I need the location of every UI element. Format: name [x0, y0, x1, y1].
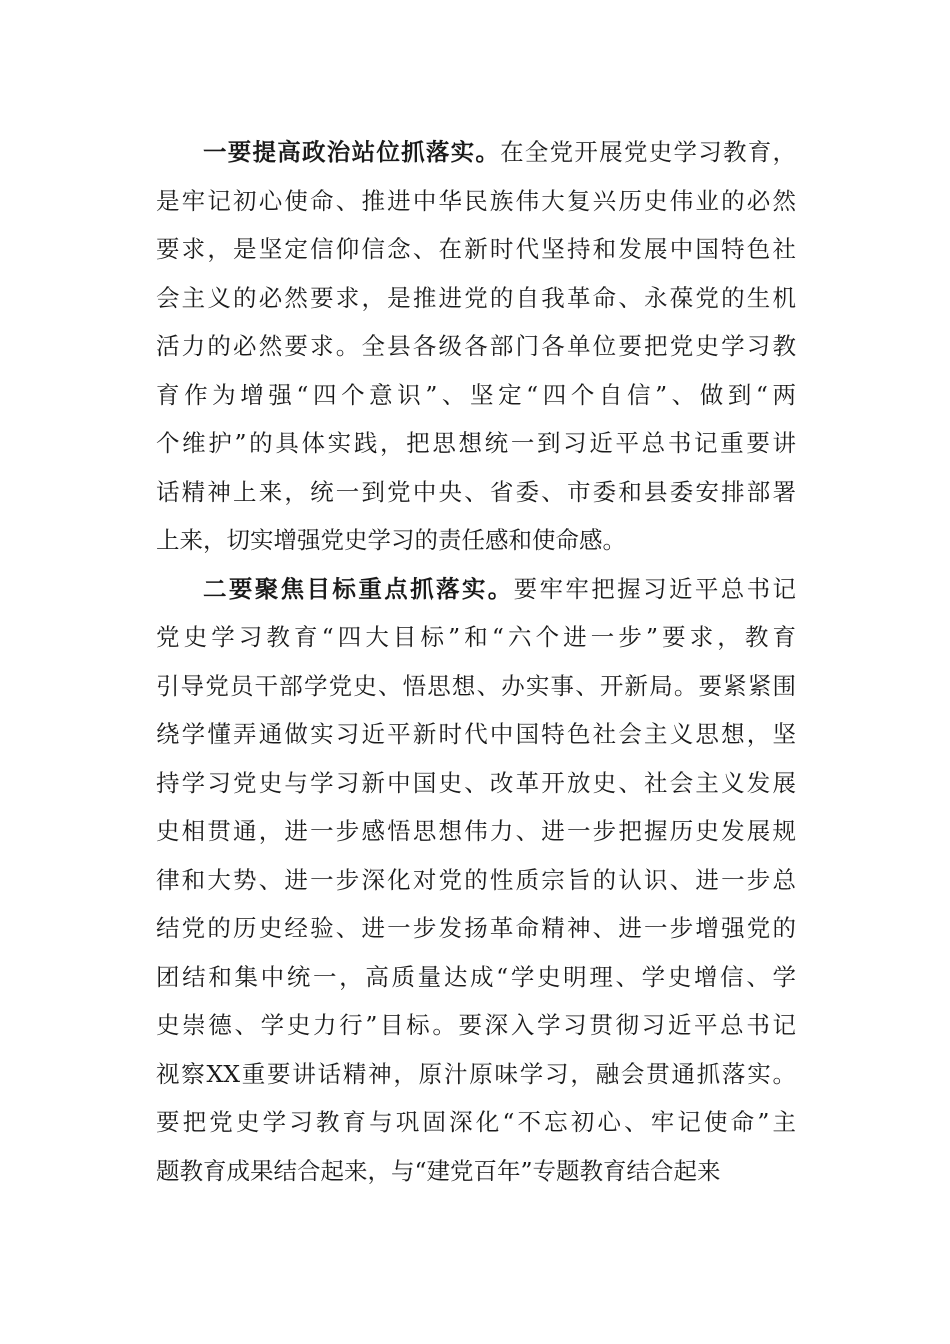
paragraph-text: 在全党开展党史学习教育， [500, 138, 797, 166]
paragraph-line: 话精神上来，统一到党中央、省委、市委和县委安排部署 [156, 477, 796, 506]
paragraph-line: 上来，切实增强党史学习的责任感和使命感。 [156, 526, 626, 554]
paragraph-line: 史相贯通，进一步感悟思想伟力、进一步把握历史发展规 [156, 817, 796, 845]
paragraph-line: 要求，是坚定信仰信念、在新时代坚持和发展中国特色社 [156, 235, 796, 263]
paragraph-line: 视察XX重要讲话精神，原汁原味学习，融会贯通抓落实。 [156, 1059, 796, 1088]
paragraph-line: 活力的必然要求。全县各级各部门各单位要把党史学习教 [156, 332, 796, 360]
paragraph-heading: 二要聚焦目标重点抓落实。 [203, 574, 514, 603]
paragraph-line: 律和大势、进一步深化对党的性质宗旨的认识、进一步总 [156, 865, 796, 894]
paragraph-line: 个维护”的具体实践，把思想统一到习近平总书记重要讲 [156, 429, 796, 457]
paragraph-heading: 一要提高政治站位抓落实。 [203, 138, 501, 166]
paragraph-line: 要把党史学习教育与巩固深化“不忘初心、牢记使命”主 [156, 1108, 796, 1136]
paragraph-line: 持学习党史与学习新中国史、改革开放史、社会主义发展 [156, 768, 796, 797]
paragraph-line: 引导党员干部学党史、悟思想、办实事、开新局。要紧紧围 [156, 671, 796, 700]
paragraph-line: 绕学懂弄通做实习近平新时代中国特色社会主义思想，坚 [156, 720, 796, 748]
paragraph-line [156, 565, 796, 614]
paragraph-line: 史崇德、学史力行”目标。要深入学习贯彻习近平总书记 [156, 1011, 796, 1039]
paragraph-2 [156, 565, 796, 1196]
paragraph-line: 党史学习教育“四大目标”和“六个进一步”要求，教育 [156, 623, 796, 651]
paragraph-line: 是牢记初心使命、推进中华民族伟大复兴历史伟业的必然 [156, 186, 796, 215]
paragraph-text: 要牢牢把握习近平总书记 [513, 574, 797, 603]
paragraph-line: 会主义的必然要求，是推进党的自我革命、永葆党的生机 [156, 283, 796, 312]
paragraph-line: 团结和集中统一，高质量达成“学史明理、学史增信、学 [156, 962, 796, 991]
document-body [156, 128, 796, 1195]
paragraph-line: 题教育成果结合起来，与“建党百年”专题教育结合起来 [156, 1156, 721, 1185]
paragraph-line: 结党的历史经验、进一步发扬革命精神、进一步增强党的 [156, 914, 796, 942]
paragraph-line [156, 128, 796, 177]
paragraph-line: 育作为增强“四个意识”、坚定“四个自信”、做到“两 [156, 380, 796, 409]
paragraph-1 [156, 128, 796, 565]
